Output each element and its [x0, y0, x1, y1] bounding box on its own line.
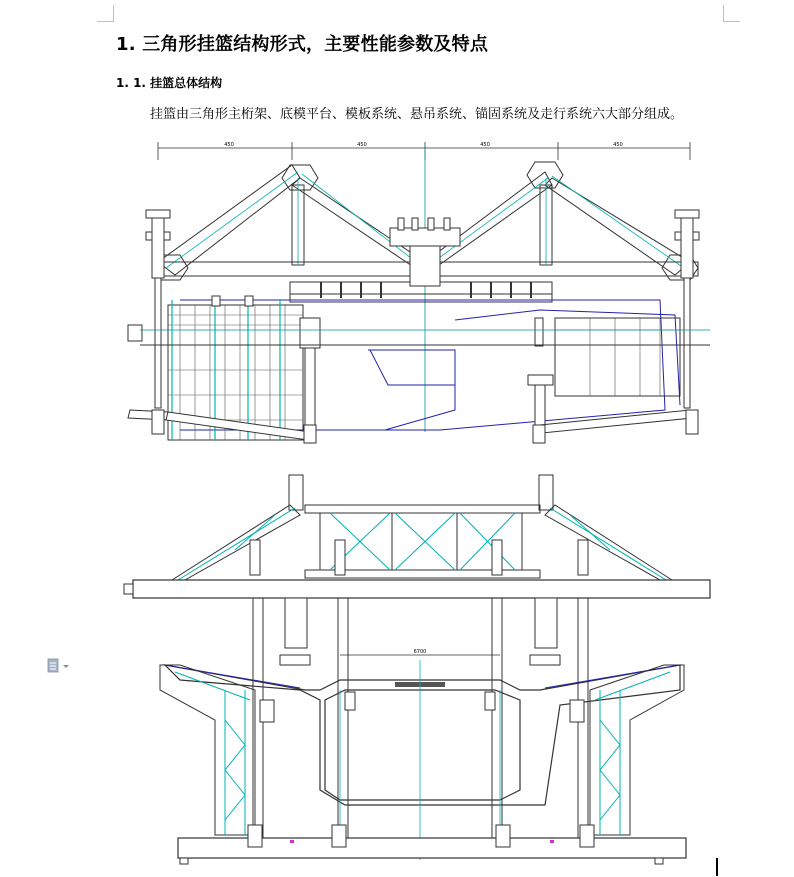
dim-label-3: 450	[480, 142, 490, 148]
cross-section-drawing	[124, 475, 710, 864]
dim-label-1: 450	[224, 142, 234, 148]
elevation-drawing	[128, 142, 710, 443]
body-paragraph: 挂篮由三角形主桁架、底模平台、模板系统、悬吊系统、锚固系统及走行系统六大部分组成。	[150, 107, 684, 122]
text-cursor	[716, 858, 718, 876]
document-dropdown-icon[interactable]	[46, 658, 72, 674]
subsection-heading: 1. 1. 挂篮总体结构	[116, 76, 223, 90]
dim-label-2: 450	[357, 142, 367, 148]
section-heading: 1. 三角形挂篮结构形式，主要性能参数及特点	[116, 34, 489, 55]
dim-label-4: 450	[613, 142, 623, 148]
dim-label-width: 6700	[413, 649, 427, 655]
